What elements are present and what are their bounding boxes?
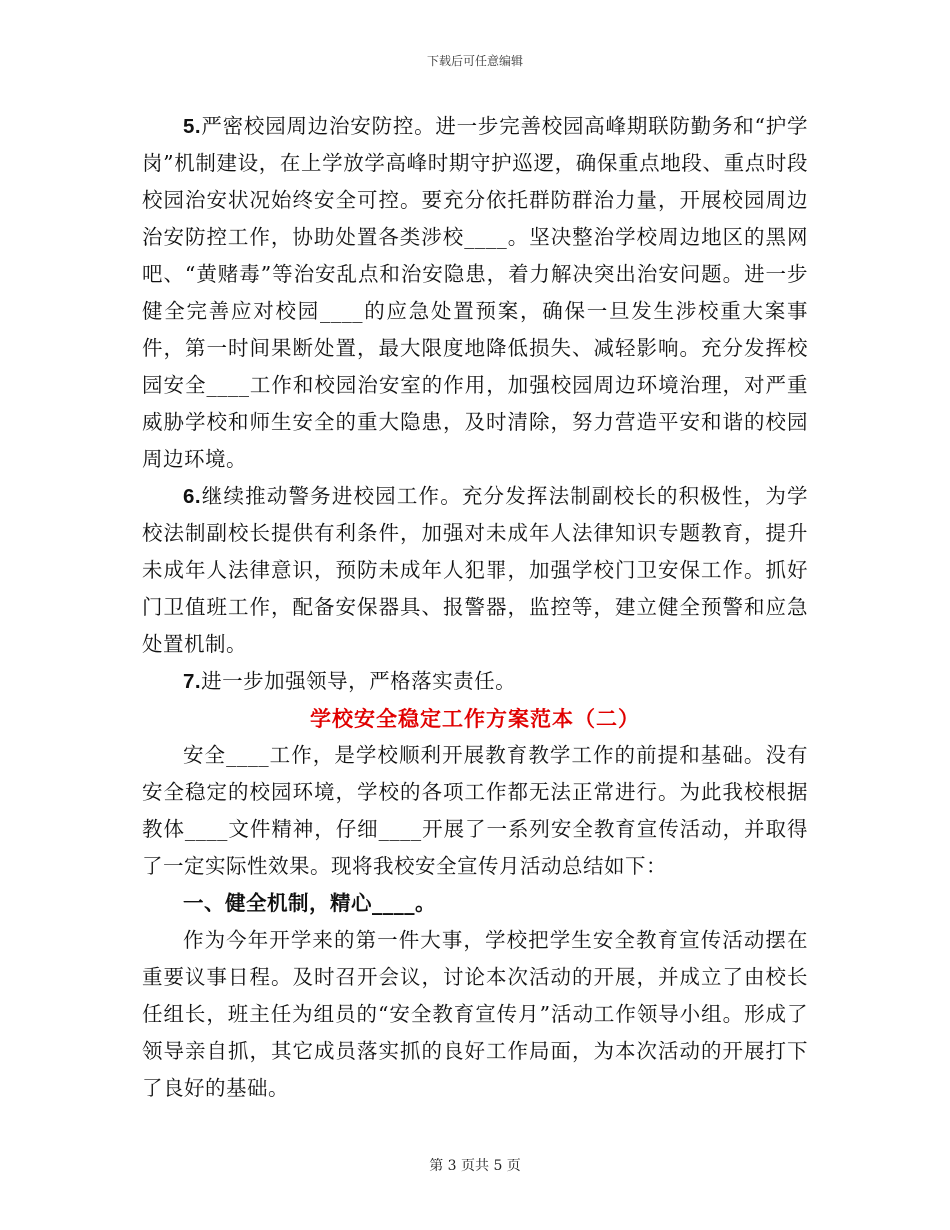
section-5-paragraph xyxy=(142,108,808,478)
intro-paragraph: 安全____工作，是学校顺利开展教育教学工作的前提和基础。没有安全稳定的校园环境，学校的各项工作都无法正常进行。为此我校根据教体____文件精神，仔细____开展了一系列安全教育宣传活动，并取得了一定实际性效果。现将我校安全宣传月活动总结如下： xyxy=(142,743,808,878)
document-title: 学校安全稳定工作方案范本（二） xyxy=(310,706,640,731)
section-6-text: 继续推动警务进校园工作。充分发挥法制副校长的积极性，为学校法制副校长提供有利条件，加强对未成年人法律知识专题教育，提升未成年人法律意识，预防未成年人犯罪，加强学校门卫安保工作。抓好门卫值班工作，配备安保器具、报警器，监控等，建立健全预警和应急处置机制。 xyxy=(142,484,808,656)
section-6-number: 6. xyxy=(183,485,202,508)
page-footer: 第 3 页共 5 页 xyxy=(429,1158,521,1174)
section-7-paragraph xyxy=(142,663,808,700)
section-7-text: 进一步加强领导，严格落实责任。 xyxy=(201,669,517,693)
document-body xyxy=(142,108,808,1107)
section-5-number: 5. xyxy=(183,115,202,138)
section-6-paragraph xyxy=(142,478,808,663)
section-5-text: 严密校园周边治安防控。进一步完善校园高峰期联防勤务和“护学岗”机制建设，在上学放学高峰时期守护巡逻，确保重点地段、重点时段校园治安状况始终安全可控。要充分依托群防群治力量，开展校园周边治安防控工作，协助处置各类涉校____。坚决整治学校周边地区的黑网吧、“黄赌毒”等治安乱点和治安隐患，着力解决突出治安问题。进一步健全完善应对校园____的应急处置预案，确保一旦发生涉校重大案事件，第一时间果断处置，最大限度地降低损失、减轻影响。充分发挥校园安全____工作和校园治安室的作用，加强校园周边环境治理，对严重威胁学校和师生安全的重大隐患，及时清除，努力营造平安和谐的校园周边环境。 xyxy=(142,114,808,471)
section-7-number: 7. xyxy=(183,670,202,693)
subheading: 一、健全机制，精心____。 xyxy=(183,891,436,915)
page-header: 下载后可任意编辑 xyxy=(426,54,523,68)
body-paragraph: 作为今年开学来的第一件大事，学校把学生安全教育宣传活动摆在重要议事日程。及时召开会议，讨论本次活动的开展，并成立了由校长任组长，班主任为组员的“安全教育宣传月”活动工作领导小组。形成了领导亲自抓，其它成员落实抓的良好工作局面，为本次活动的开展打下了良好的基础。 xyxy=(142,928,808,1100)
